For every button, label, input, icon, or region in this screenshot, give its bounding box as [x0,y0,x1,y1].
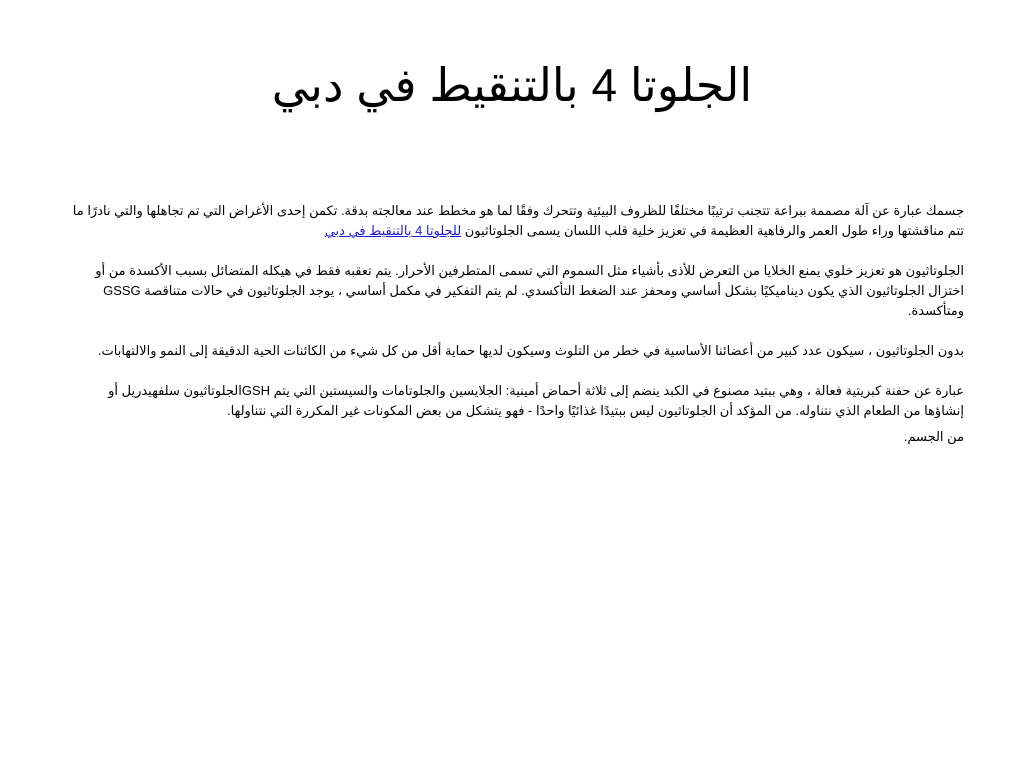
paragraph-antioxidant: الجلوتاثيون هو تعزيز خلوي يمنع الخلايا من التعرض للأذى بأشياء مثل السموم التي تسمى المتطرفين الأحرار. يتم تعقبه فقط في هيكله المتضائل بسبب الأكسدة من أو اختزال الجلوتاثيون الذي يكون ديناميكيًا بشكل أساسي ومحفز عند الضغط التأكسدي. لم يتم التفكير في مكمل أساسي ، يوجد الجلوتاثيون في حالات متناقصة GSSG ومتأكسدة. [95,263,964,318]
paragraph-intro-text: جسمك عبارة عن آلة مصممة ببراعة تتجنب ترتيبًا مختلفًا للظروف البيئية وتتحرك وفقًا لما هو مخطط عند معالجته بدقة. تكمن إحدى الأغراض التي تم تجاهلها والتي نادرًا ما تتم مناقشتها وراء طول العمر والرفاهية العظيمة في تعزيز خلية قلب اللسان يسمى الجلوتاثيون [72,203,964,238]
paragraph-protection: بدون الجلوتاثيون ، سيكون عدد كبير من أعضائنا الأساسية في خطر من التلوث وسيكون لديها حماية أقل من كل شيء من الكائنات الحية الدقيقة إلى النمو والالتهابات. [97,343,964,358]
paragraph-closing: من الجسم. [903,429,964,444]
slide-title: الجلوتا 4 بالتنقيط في دبي [271,59,753,111]
glutathione-drip-link[interactable]: للجلوتا 4 بالتنقيط في دبي [324,223,462,238]
slide-body [70,201,964,447]
paragraph-composition: عبارة عن حفنة كبريتية فعالة ، وهي ببتيد مصنوع في الكبد ينضم إلى ثلاثة أحماض أمينية: الجلايسين والجلوتامات والسيستين التي يتم GSHالجلوتاثيون سلفهيدريل أو إنشاؤها من الطعام الذي نتناوله. من المؤكد أن الجلوتاثيون ليس ببتيدًا غذائيًا واحدًا - فهو يتشكل من بعض المكونات غير المكررة التي نتناولها. [108,383,964,418]
paragraph-intro [70,201,964,241]
